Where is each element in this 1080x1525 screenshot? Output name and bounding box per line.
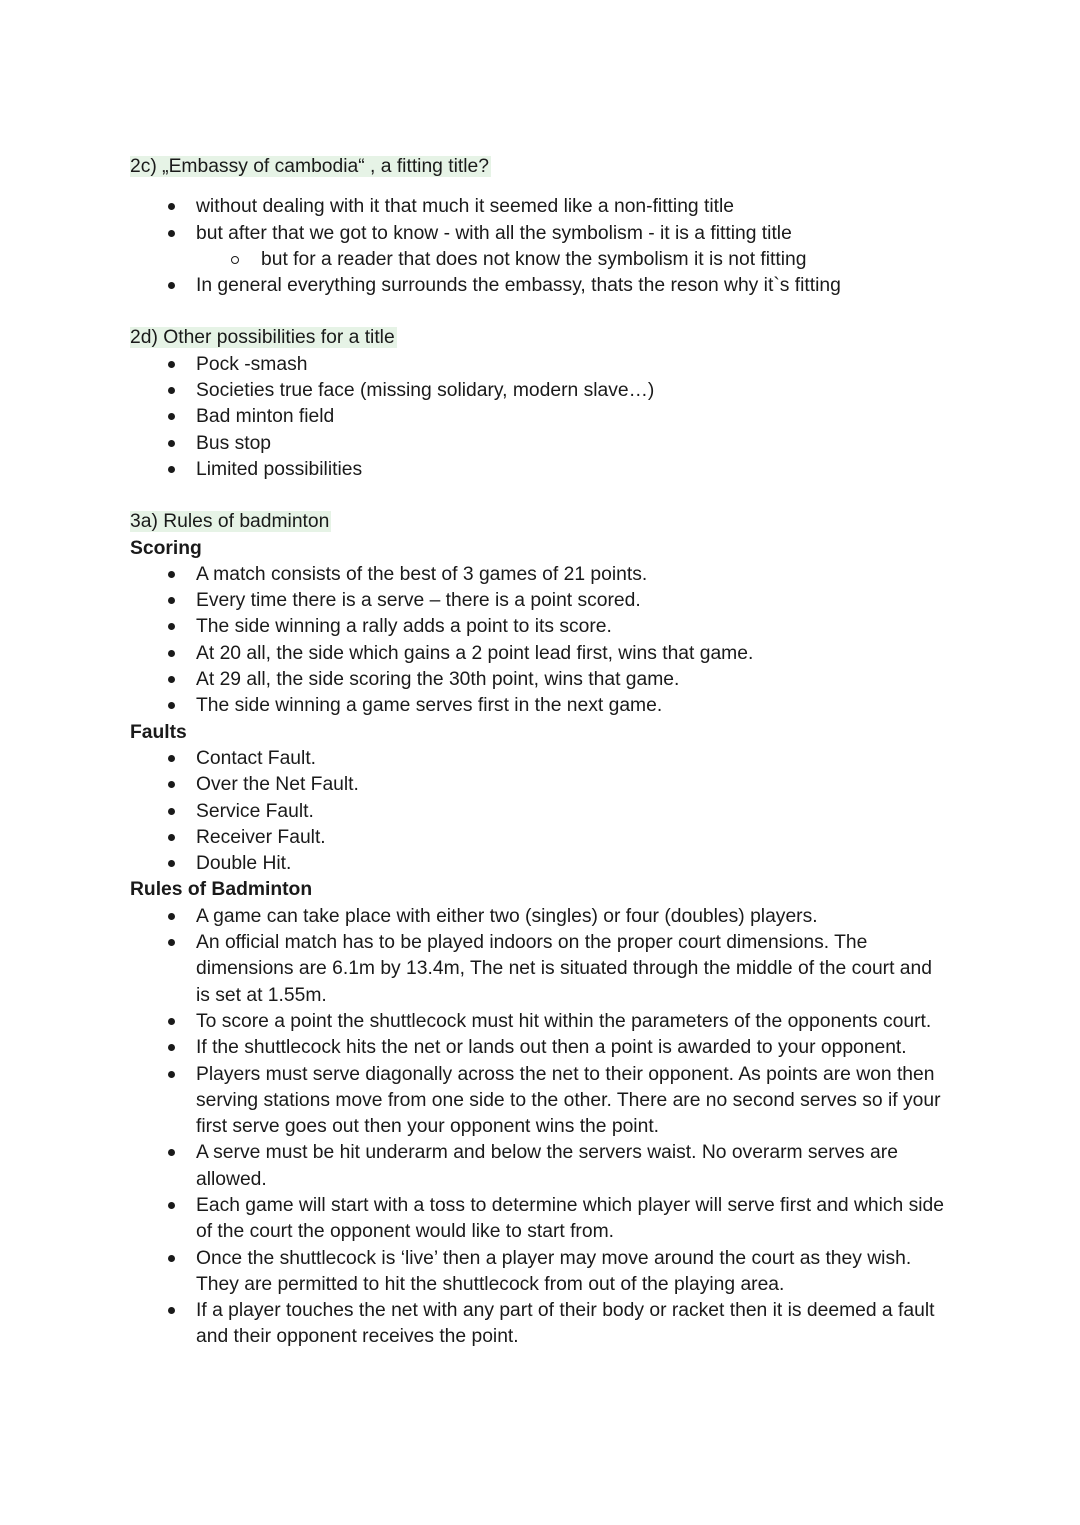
list-item: Receiver Fault. <box>196 825 950 851</box>
document-content <box>130 154 950 1351</box>
sub-list-item: but for a reader that does not know the symbolism it is not fitting <box>261 247 950 273</box>
rules-heading: Rules of Badminton <box>130 879 313 901</box>
section-3a-title: 3a) Rules of badminton <box>130 511 330 533</box>
list-item: A serve must be hit underarm and below the servers waist. No overarm serves are allowed. <box>196 1140 950 1193</box>
section-2d-title: 2d) Other possibilities for a title <box>130 327 395 349</box>
list-item: Pock -smash <box>196 352 950 378</box>
list-item: Bus stop <box>196 431 950 457</box>
section-2c-list <box>130 194 950 299</box>
list-item: At 20 all, the side which gains a 2 point lead first, wins that game. <box>196 641 950 667</box>
list-item <box>196 221 950 274</box>
faults-heading: Faults <box>130 721 187 743</box>
list-item: The side winning a rally adds a point to its score. <box>196 614 950 640</box>
list-item: Limited possibilities <box>196 457 950 483</box>
faults-list <box>130 746 950 877</box>
list-item: An official match has to be played indoors on the proper court dimensions. The dimensions are 6.1m by 13.4m, The net is situated through the middle of the court and is set at 1.55m. <box>196 930 950 1009</box>
sub-list <box>196 247 950 273</box>
list-item: If the shuttlecock hits the net or lands out then a point is awarded to your opponent. <box>196 1035 950 1061</box>
list-item: Service Fault. <box>196 799 950 825</box>
list-item: Societies true face (missing solidary, modern slave…) <box>196 378 950 404</box>
list-item: Over the Net Fault. <box>196 772 950 798</box>
list-item: Players must serve diagonally across the net to their opponent. As points are won then serving stations move from one side to the other. There are no second serves so if your first serve goes out then your opponent wins the point. <box>196 1062 950 1141</box>
section-3a-heading <box>130 509 950 535</box>
list-item: A game can take place with either two (singles) or four (doubles) players. <box>196 904 950 930</box>
list-item: Double Hit. <box>196 851 950 877</box>
section-2c-title: 2c) „Embassy of cambodia“ , a fitting title? <box>130 156 489 177</box>
section-2c-heading <box>130 154 950 180</box>
scoring-heading: Scoring <box>130 537 202 559</box>
list-item: Contact Fault. <box>196 746 950 772</box>
list-item: without dealing with it that much it seemed like a non-fitting title <box>196 194 950 220</box>
list-item: Every time there is a serve – there is a point scored. <box>196 588 950 614</box>
section-2d-list <box>130 352 950 483</box>
list-item: The side winning a game serves first in the next game. <box>196 693 950 719</box>
section-2d-heading <box>130 325 950 351</box>
list-item-text: but after that we got to know - with all the symbolism - it is a fitting title <box>196 222 792 244</box>
scoring-list <box>130 562 950 720</box>
list-item: A match consists of the best of 3 games of 21 points. <box>196 562 950 588</box>
list-item: Bad minton field <box>196 404 950 430</box>
rules-list <box>130 904 950 1351</box>
list-item: In general everything surrounds the embassy, thats the reson why it`s fitting <box>196 273 950 299</box>
list-item: To score a point the shuttlecock must hit within the parameters of the opponents court. <box>196 1009 950 1035</box>
list-item: At 29 all, the side scoring the 30th point, wins that game. <box>196 667 950 693</box>
list-item: Each game will start with a toss to determine which player will serve first and which side of the court the opponent would like to start from. <box>196 1193 950 1246</box>
list-item: If a player touches the net with any part of their body or racket then it is deemed a fault and their opponent receives the point. <box>196 1298 950 1351</box>
list-item: Once the shuttlecock is ‘live’ then a player may move around the court as they wish. They are permitted to hit the shuttlecock from out of the playing area. <box>196 1246 950 1299</box>
